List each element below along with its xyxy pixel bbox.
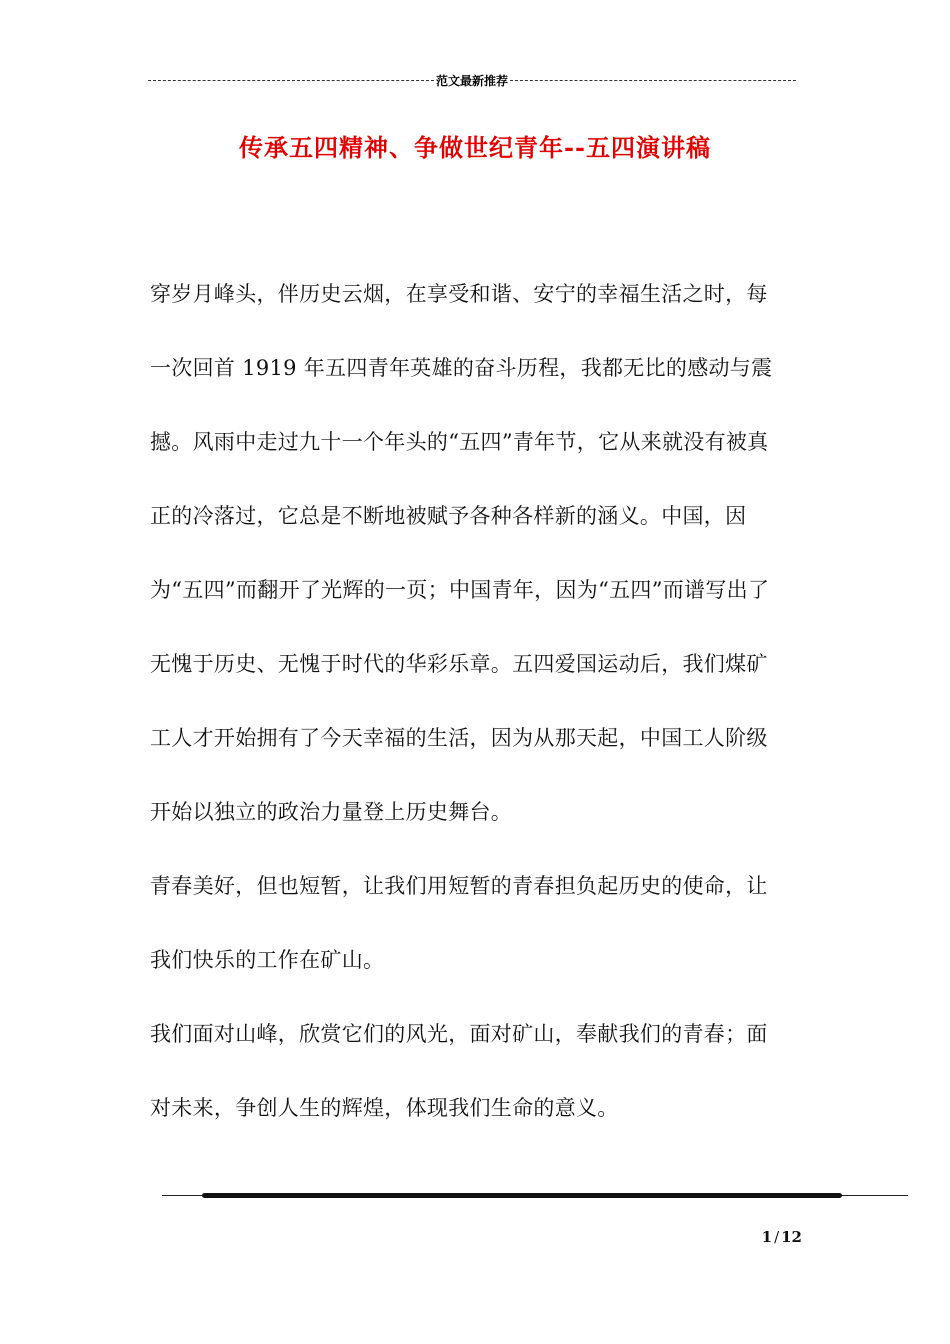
body-text <box>150 276 800 1164</box>
body-line: 无愧于历史、无愧于时代的华彩乐章。五四爱国运动后，我们煤矿 <box>150 652 768 676</box>
body-line: 开始以独立的政治力量登上历史舞台。 <box>150 800 513 824</box>
page-current: 1 <box>761 1228 773 1246</box>
body-line: 对未来，争创人生的辉煌，体现我们生命的意义。 <box>150 1096 619 1120</box>
body-line: 我们快乐的工作在矿山。 <box>150 948 385 972</box>
body-line: 撼。风雨中走过九十一个年头的“五四”青年节，它从来就没有被真 <box>150 430 769 454</box>
page-separator: / <box>774 1228 780 1246</box>
footer-rule <box>162 1193 908 1199</box>
body-line: 我们面对山峰，欣赏它们的风光，面对矿山，奉献我们的青春；面 <box>150 1022 768 1046</box>
body-line: 一次回首 1919 年五四青年英雄的奋斗历程，我都无比的感动与震 <box>150 356 773 380</box>
body-line: 穿岁月峰头，伴历史云烟，在享受和谐、安宁的幸福生活之时，每 <box>150 282 768 306</box>
header-dash-left <box>148 80 434 81</box>
page-header <box>148 73 796 87</box>
body-line: 工人才开始拥有了今天幸福的生活，因为从那天起，中国工人阶级 <box>150 726 768 750</box>
body-line: 为“五四”而翻开了光辉的一页；中国青年，因为“五四”而谱写出了 <box>150 578 770 602</box>
header-label: 范文最新推荐 <box>436 73 509 88</box>
footer-rule-thick <box>202 1193 842 1198</box>
header-dash-right <box>510 80 796 81</box>
body-line: 正的冷落过，它总是不断地被赋予各种各样新的涵义。中国，因 <box>150 504 747 528</box>
body-line: 青春美好，但也短暂，让我们用短暂的青春担负起历史的使命，让 <box>150 874 768 898</box>
page-total: 12 <box>781 1228 802 1246</box>
document-title: 传承五四精神、争做世纪青年--五四演讲稿 <box>239 133 711 162</box>
page-number <box>762 1228 802 1246</box>
